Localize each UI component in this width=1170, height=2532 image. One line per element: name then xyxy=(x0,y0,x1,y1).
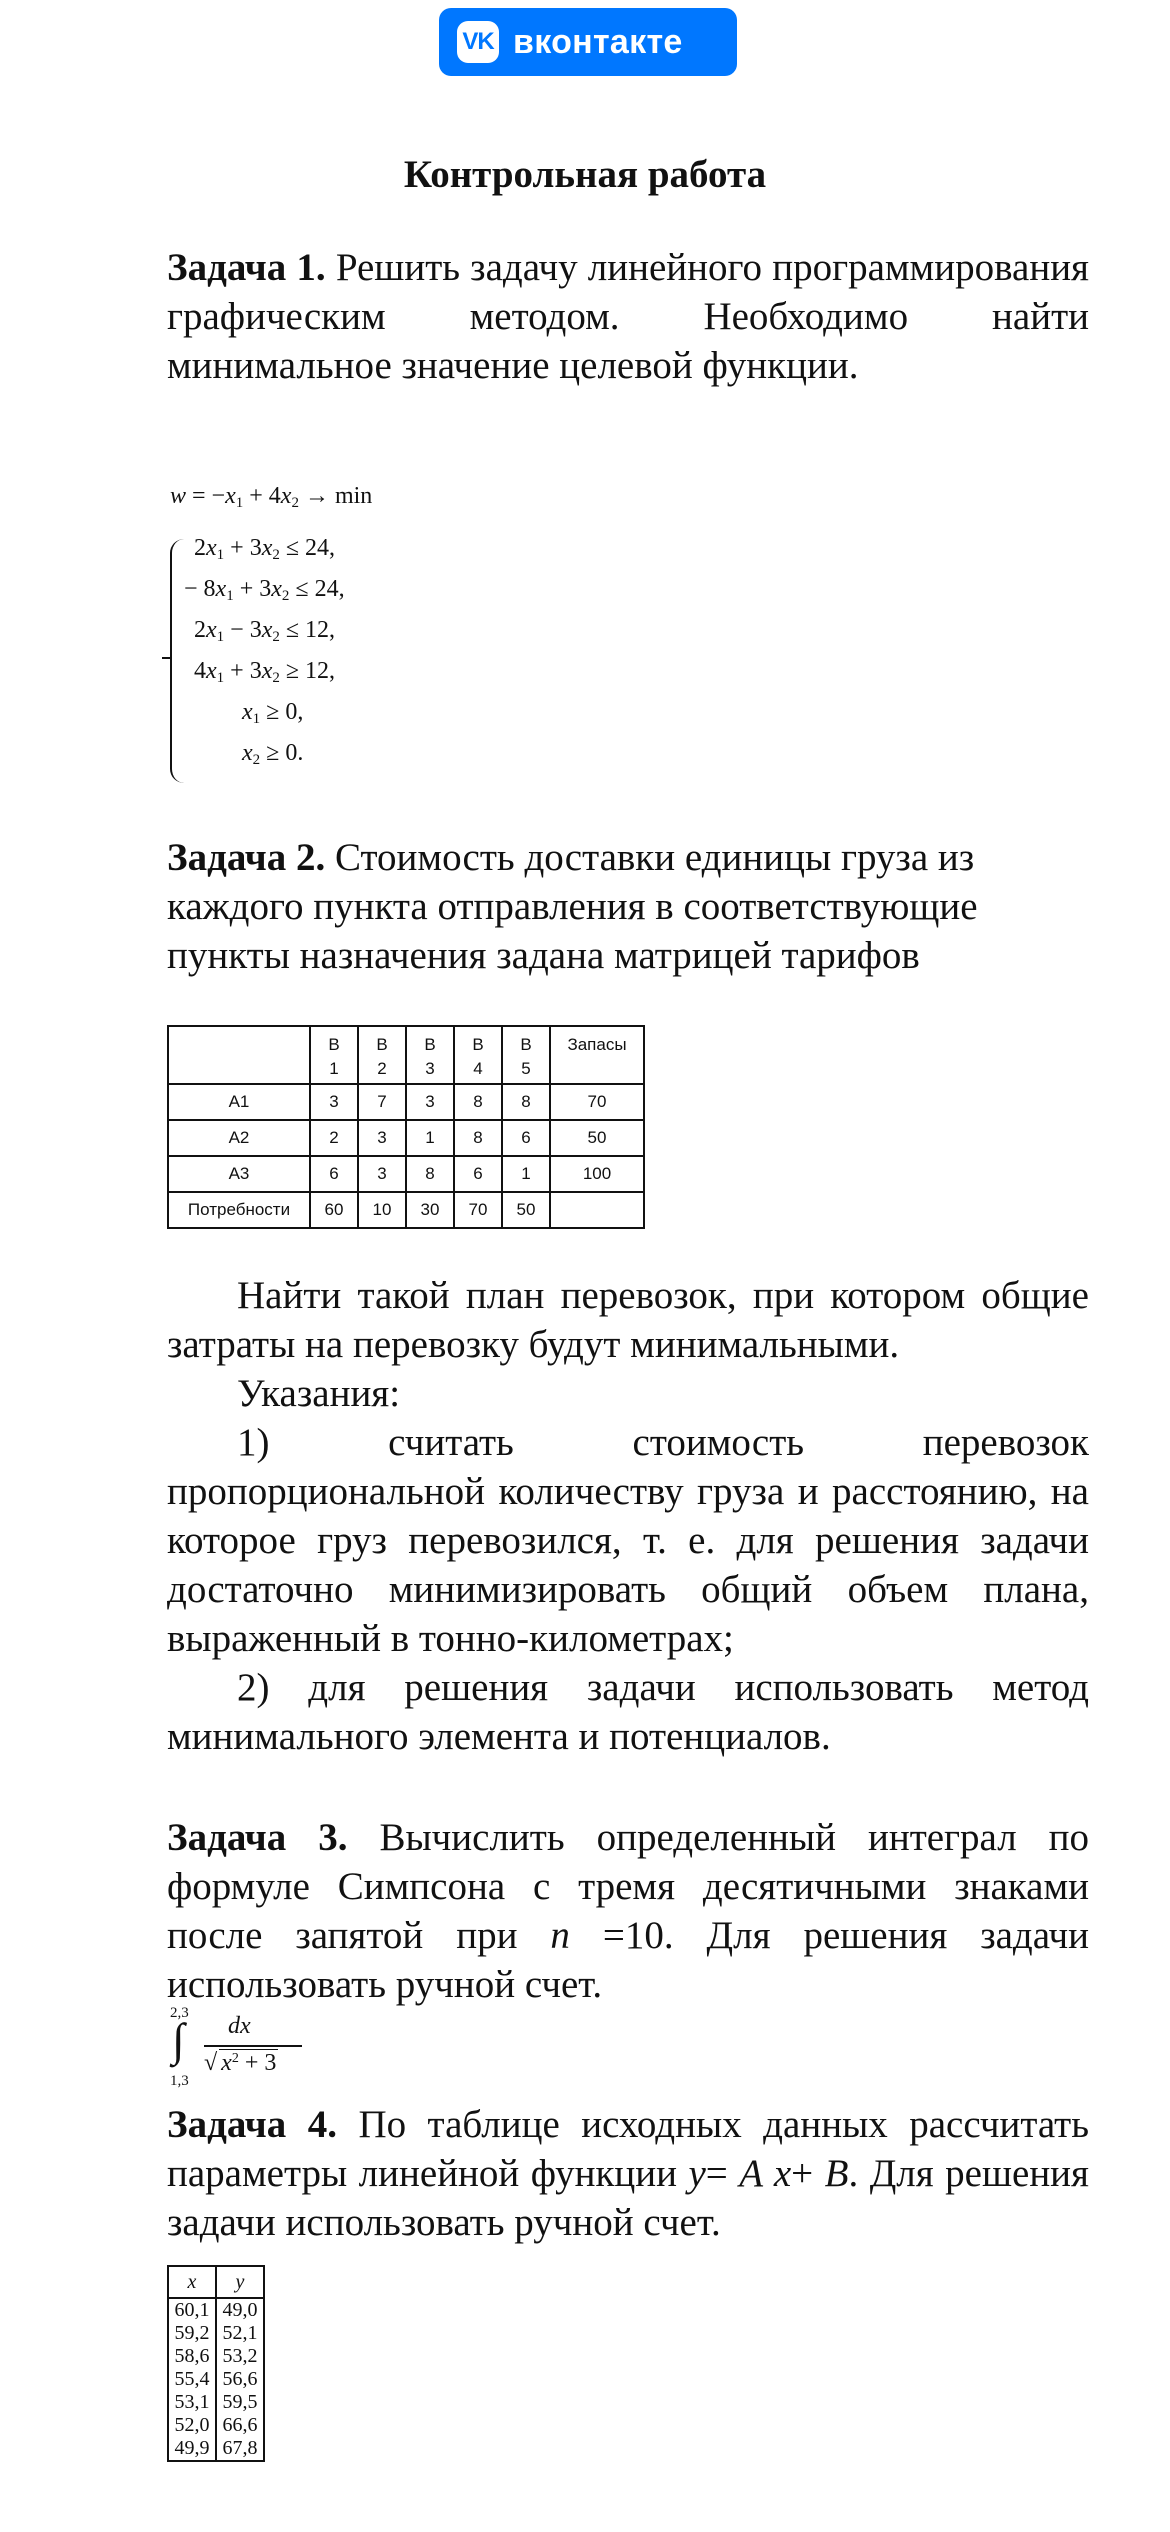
constraint-6: $x_2 \ge 0$. xyxy=(242,740,304,768)
tariff-row xyxy=(168,1192,644,1228)
xy-cell: 59,5 xyxy=(216,2391,264,2414)
task4-formula-plus: + xyxy=(791,2152,825,2195)
tariff-cell: А3 xyxy=(168,1156,310,1192)
xy-cell: 56,6 xyxy=(216,2368,264,2391)
document-title: Контрольная работа xyxy=(403,153,767,196)
task1-paragraph xyxy=(167,243,1089,390)
xy-header-row xyxy=(168,2266,264,2298)
tariff-header-cell: B 2 xyxy=(358,1026,406,1084)
task4-formula-y: y xyxy=(688,2152,706,2195)
tariff-cell: 6 xyxy=(310,1156,358,1192)
tariff-cell: 50 xyxy=(550,1120,644,1156)
fraction-bar xyxy=(204,2045,302,2047)
tariff-cell: 100 xyxy=(550,1156,644,1192)
tariff-cell: 6 xyxy=(454,1156,502,1192)
xy-data-table xyxy=(167,2265,265,2462)
tariff-cell: 7 xyxy=(358,1084,406,1120)
task3-paragraph xyxy=(167,1813,1089,2009)
constraint-3: $2x_1 - 3x_2 \le 12$, xyxy=(194,617,336,645)
constraint-2: − $8x_1 + 3x_2 \le 24$, xyxy=(184,576,345,604)
tariff-cell: 3 xyxy=(406,1084,454,1120)
integral-lower-limit: 1,3 xyxy=(170,2073,189,2089)
task2-instructions xyxy=(167,1271,1089,1761)
task3-integral xyxy=(170,2005,310,2093)
tariff-cell: 1 xyxy=(406,1120,454,1156)
tariff-cell: 70 xyxy=(454,1192,502,1228)
task4-formula-x: x xyxy=(762,2152,792,2195)
task4-text-after: . Для решения задачи использовать ручной счет. xyxy=(167,2152,1089,2244)
constraint-5: $x_1 \ge 0$, xyxy=(242,699,304,727)
task4-formula-eq: = xyxy=(705,2152,740,2195)
tariff-header-cell xyxy=(168,1026,310,1084)
xy-cell: 67,8 xyxy=(216,2437,264,2461)
tariff-row xyxy=(168,1156,644,1192)
tariff-cell: 1 xyxy=(502,1156,550,1192)
tariff-cell: 3 xyxy=(358,1120,406,1156)
tariff-cell: Потребности xyxy=(168,1192,310,1228)
tariff-header-cell: Запасы xyxy=(550,1026,644,1084)
xy-cell: 59,2 xyxy=(168,2322,216,2345)
task1-text: Решить задачу линейного программирования графическим методом. Необходимо найти минимальное значение целевой функции. xyxy=(167,246,1089,387)
xy-row xyxy=(168,2414,264,2437)
xy-row xyxy=(168,2322,264,2345)
xy-row xyxy=(168,2368,264,2391)
tariff-cell: 30 xyxy=(406,1192,454,1228)
task1-label: Задача 1. xyxy=(167,246,326,289)
integral-numerator: dx xyxy=(228,2013,251,2039)
tariff-cell: 8 xyxy=(454,1084,502,1120)
tariff-cell: 60 xyxy=(310,1192,358,1228)
xy-row xyxy=(168,2437,264,2461)
tariff-header-cell: B 1 xyxy=(310,1026,358,1084)
tariff-cell: А1 xyxy=(168,1084,310,1120)
system-brace xyxy=(170,539,184,783)
tariff-cell: 8 xyxy=(454,1120,502,1156)
tariff-header-cell: B 3 xyxy=(406,1026,454,1084)
xy-header-cell: x xyxy=(168,2266,216,2298)
task4-formula-b: B xyxy=(824,2152,849,2195)
constraint-1: $2x_1 + 3x_2 \le 24$, xyxy=(194,535,336,563)
task3-text-before: Вычислить определенный интеграл по формуле Симпсона с тремя десятичными знаками после запятой при xyxy=(167,1816,1089,1957)
tariff-cell: 70 xyxy=(550,1084,644,1120)
task3-n: n xyxy=(550,1914,570,1957)
vk-logo-wordmark: вконтакте xyxy=(513,22,683,61)
task2-paragraph xyxy=(167,833,1089,980)
vk-logo[interactable] xyxy=(439,8,737,76)
xy-row xyxy=(168,2391,264,2414)
xy-row xyxy=(168,2345,264,2368)
tariff-cell: 3 xyxy=(310,1084,358,1120)
tariff-row xyxy=(168,1084,644,1120)
vk-logo-icon: VK xyxy=(457,21,499,63)
tariff-cell: А2 xyxy=(168,1120,310,1156)
xy-cell: 58,6 xyxy=(168,2345,216,2368)
xy-cell: 49,9 xyxy=(168,2437,216,2461)
xy-row xyxy=(168,2298,264,2322)
tariff-cell xyxy=(550,1192,644,1228)
integral-sign: ∫ xyxy=(172,2014,185,2065)
tariff-table xyxy=(167,1025,645,1229)
task3-label: Задача 3. xyxy=(167,1816,348,1859)
tariff-cell: 10 xyxy=(358,1192,406,1228)
task2-hints-label: Указания: xyxy=(237,1372,401,1415)
xy-header-cell: y xyxy=(216,2266,264,2298)
xy-cell: 49,0 xyxy=(216,2298,264,2322)
task2-hint-1: 1) считать стоимость перевозок пропорциональной количеству груза и расстоянию, на которое груз перевозился, т. е. для решения задачи достаточно минимизировать общий объем плана, выраженный в тонно-километрах; xyxy=(167,1421,1089,1660)
xy-cell: 52,1 xyxy=(216,2322,264,2345)
xy-cell: 60,1 xyxy=(168,2298,216,2322)
task1-objective: $w = -x_1 + 4x_2 \to \min$ xyxy=(170,483,373,511)
tariff-header-cell: B 5 xyxy=(502,1026,550,1084)
xy-cell: 66,6 xyxy=(216,2414,264,2437)
tariff-row xyxy=(168,1120,644,1156)
task2-goal: Найти такой план перевозок, при котором общие затраты на перевозку будут минимальными. xyxy=(167,1274,1089,1366)
tariff-cell: 2 xyxy=(310,1120,358,1156)
task4-paragraph xyxy=(167,2100,1089,2247)
tariff-header-row xyxy=(168,1026,644,1084)
task2-label: Задача 2. xyxy=(167,836,326,879)
tariff-cell: 8 xyxy=(502,1084,550,1120)
xy-cell: 53,1 xyxy=(168,2391,216,2414)
integral-upper-limit: 2,3 xyxy=(170,2005,189,2021)
xy-cell: 53,2 xyxy=(216,2345,264,2368)
task4-label: Задача 4. xyxy=(167,2103,337,2146)
tariff-cell: 8 xyxy=(406,1156,454,1192)
task4-text-before: По таблице исходных данных рассчитать параметры линейной функции xyxy=(167,2103,1090,2195)
task4-formula-a: A xyxy=(739,2152,763,2195)
tariff-cell: 50 xyxy=(502,1192,550,1228)
integral-denominator: √ $x^2 + 3$ xyxy=(204,2050,277,2076)
tariff-cell: 3 xyxy=(358,1156,406,1192)
task3-text-after: =10. Для решения задачи использовать ручной счет. xyxy=(167,1914,1090,2006)
tariff-cell: 6 xyxy=(502,1120,550,1156)
tariff-header-cell: B 4 xyxy=(454,1026,502,1084)
xy-cell: 55,4 xyxy=(168,2368,216,2391)
xy-cell: 52,0 xyxy=(168,2414,216,2437)
task2-hint-2: 2) для решения задачи использовать метод минимального элемента и потенциалов. xyxy=(167,1666,1089,1758)
task2-text: Стоимость доставки единицы груза из каждого пункта отправления в соответствующие пункты назначения задана матрицей тарифов xyxy=(167,836,978,977)
constraint-4: $4x_1 + 3x_2 \ge 12$, xyxy=(194,658,336,686)
